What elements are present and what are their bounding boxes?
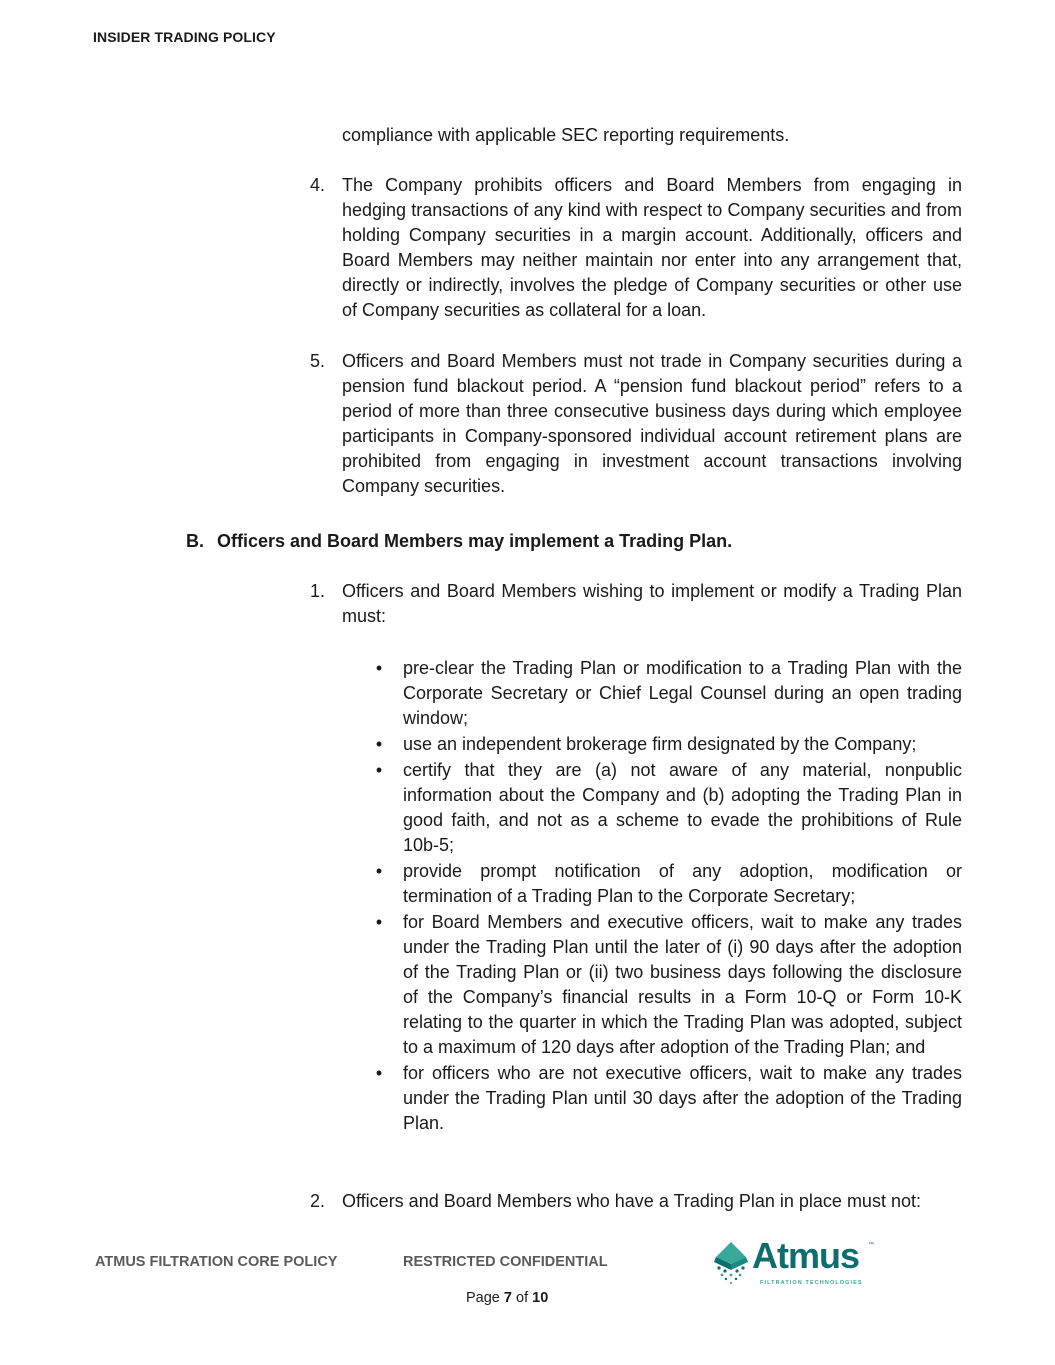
list-item-text: use an independent brokerage firm designated by the Company; <box>403 734 917 754</box>
numbered-item-5 <box>310 349 962 499</box>
item-text: Officers and Board Members must not trade in Company securities during a pension fund blackout period. A “pension fund blackout period” refers to a period of more than three consecutive business days during which employee participants in Company-sponsored individual account retirement plans are prohibited from engaging in investment account transactions involving Company securities. <box>342 351 962 496</box>
logo-wordmark: Atmus <box>752 1235 860 1276</box>
page-of: of <box>516 1290 529 1306</box>
bullet-icon: • <box>375 861 383 881</box>
item-text: Officers and Board Members wishing to implement or modify a Trading Plan must: <box>342 581 962 626</box>
list-item-text: certify that they are (a) not aware of any material, nonpublic information about the Company and (b) adopting the Trading Plan in good faith, and not as a scheme to evade the prohibitions of Rule 10b-5; <box>403 760 962 855</box>
bullet-icon: • <box>375 658 383 678</box>
atmus-logo-mark-icon <box>712 1240 750 1286</box>
bullet-icon: • <box>375 1063 383 1083</box>
item-text: The Company prohibits officers and Board Members from engaging in hedging transactions of any kind with respect to Company securities and from holding Company securities in a margin account. Additionally, officers and Board Members may neither maintain nor enter into any arrangement that, directly or indirectly, involves the pledge of Company securities or other use of Company securities as collateral for a loan. <box>342 175 962 320</box>
list-item <box>372 758 962 858</box>
bullet-icon: • <box>375 760 383 780</box>
requirements-list <box>372 656 962 1137</box>
footer-policy-label: ATMUS FILTRATION CORE POLICY <box>95 1254 338 1270</box>
page-total: 10 <box>532 1290 549 1306</box>
numbered-item-2 <box>310 1189 962 1214</box>
footer-confidential-label: RESTRICTED CONFIDENTIAL <box>403 1254 608 1270</box>
list-item-text: pre-clear the Trading Plan or modification to a Trading Plan with the Corporate Secretary or Chief Legal Counsel during an open trading window; <box>403 658 962 728</box>
numbered-item-1 <box>310 579 962 629</box>
item-number: 2. <box>310 1191 326 1211</box>
bullet-icon: • <box>375 734 383 754</box>
item-number: 5. <box>310 351 326 371</box>
section-b-heading <box>186 529 732 554</box>
list-item-text: for Board Members and executive officers, wait to make any trades under the Trading Plan until the later of (i) 90 days after the adoption of the Trading Plan or (ii) two business days following the disclosure of the Company’s financial results in a Form 10-Q or Form 10-K relating to the quarter in which the Trading Plan was adopted, subject to a maximum of 120 days after adoption of the Trading Plan; and <box>403 912 962 1057</box>
section-letter: B. <box>186 531 204 551</box>
list-item <box>372 910 962 1060</box>
page-number <box>466 1290 548 1306</box>
item-text: Officers and Board Members who have a Trading Plan in place must not: <box>342 1191 921 1211</box>
list-item <box>372 1061 962 1136</box>
item-number: 1. <box>310 581 326 601</box>
page-prefix: Page <box>466 1290 500 1306</box>
logo-subtitle: FILTRATION TECHNOLOGIES <box>760 1280 863 1286</box>
section-title: Officers and Board Members may implement a Trading Plan. <box>217 531 733 551</box>
list-item <box>372 656 962 731</box>
bullet-icon: • <box>375 912 383 932</box>
list-item-text: provide prompt notification of any adoption, modification or termination of a Trading Plan to the Corporate Secretary; <box>403 861 962 906</box>
continuation-text: compliance with applicable SEC reporting requirements. <box>342 125 790 145</box>
list-item-text: for officers who are not executive officers, wait to make any trades under the Trading Plan until 30 days after the adoption of the Trading Plan. <box>403 1063 962 1133</box>
numbered-item-4 <box>310 173 962 323</box>
item-number: 4. <box>310 175 326 195</box>
document-header: INSIDER TRADING POLICY <box>93 29 276 45</box>
atmus-logo <box>712 1235 882 1290</box>
logo-trademark: ™ <box>868 1242 874 1248</box>
page-current: 7 <box>503 1290 512 1306</box>
list-item <box>372 732 962 757</box>
list-item <box>372 859 962 909</box>
